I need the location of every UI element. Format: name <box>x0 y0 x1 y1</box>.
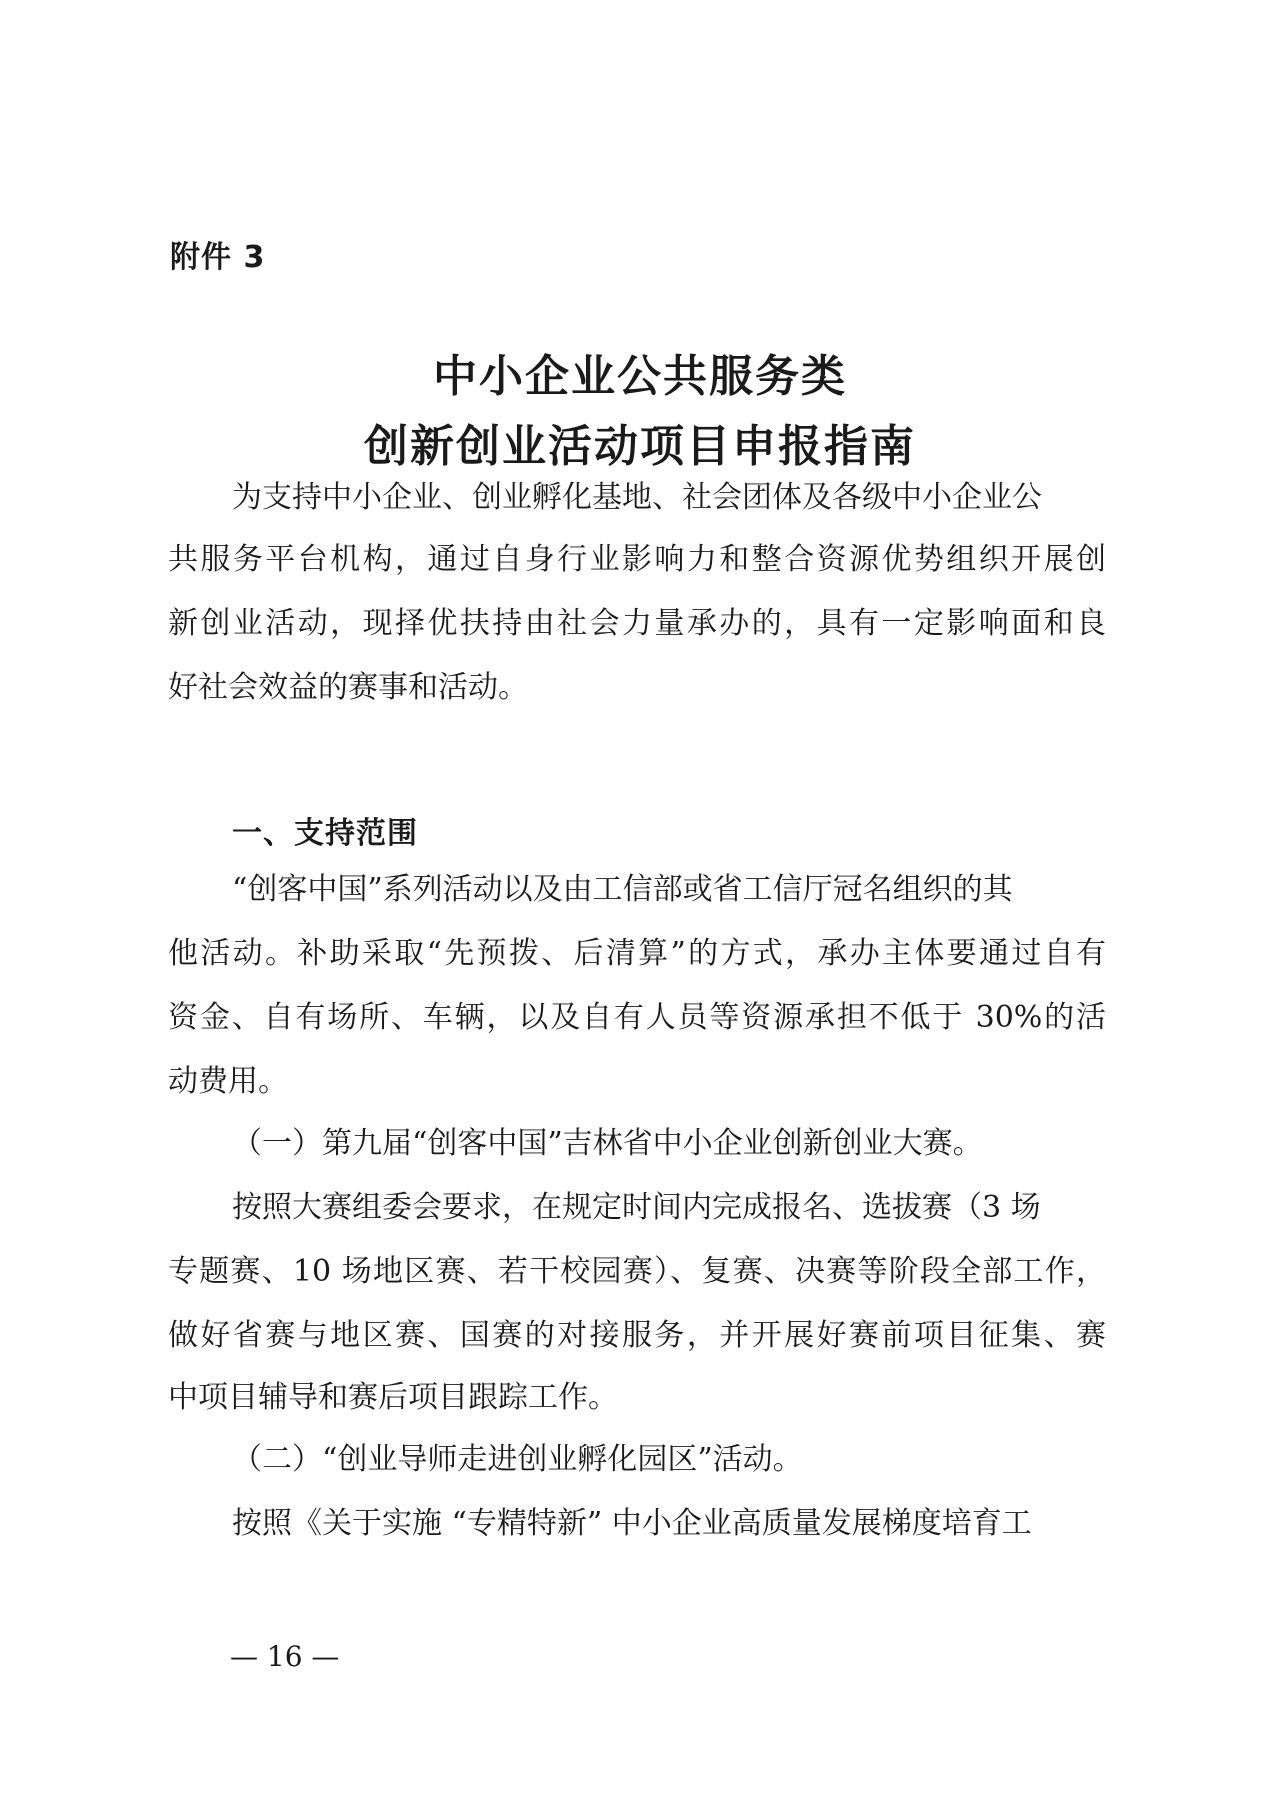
document-title-line-2: 创新创业活动项目申报指南 <box>364 421 916 472</box>
section-heading: 一、支持范围 <box>232 816 418 851</box>
item1-line: 专题赛、10 场地区赛、若干校园赛）、复赛、决赛等阶段全部工作， <box>168 1254 1106 1289</box>
item1-line: 中项目辅导和赛后项目跟踪工作。 <box>168 1380 618 1415</box>
page-number: — 16 — <box>230 1640 340 1673</box>
intro-line: 共服务平台机构，通过自身行业影响力和整合资源优势组织开展创 <box>168 542 1106 577</box>
section1-line: “创客中国”系列活动以及由工信部或省工信厅冠名组织的其 <box>232 872 1013 907</box>
item2-heading: （二）“创业导师走进创业孵化园区”活动。 <box>232 1442 803 1477</box>
section1-line: 资金、自有场所、车辆，以及自有人员等资源承担不低于 30%的活 <box>168 1000 1106 1035</box>
attachment-label: 附件 3 <box>170 240 266 275</box>
intro-line: 好社会效益的赛事和活动。 <box>168 670 528 705</box>
item2-line: 按照《关于实施 “专精特新” 中小企业高质量发展梯度培育工 <box>232 1506 1032 1541</box>
section1-line: 动费用。 <box>168 1064 288 1099</box>
intro-line: 为支持中小企业、创业孵化基地、社会团体及各级中小企业公 <box>232 480 1042 515</box>
item1-heading: （一）第九届“创客中国”吉林省中小企业创新创业大赛。 <box>232 1126 983 1161</box>
section1-line: 他活动。补助采取“先预拨、后清算”的方式，承办主体要通过自有 <box>168 936 1106 971</box>
intro-line: 新创业活动，现择优扶持由社会力量承办的，具有一定影响面和良 <box>168 606 1106 641</box>
item1-line: 做好省赛与地区赛、国赛的对接服务，并开展好赛前项目征集、赛 <box>168 1318 1106 1353</box>
document-title-line-1: 中小企业公共服务类 <box>433 351 847 402</box>
item1-line: 按照大赛组委会要求，在规定时间内完成报名、选拔赛（3 场 <box>232 1190 1041 1225</box>
